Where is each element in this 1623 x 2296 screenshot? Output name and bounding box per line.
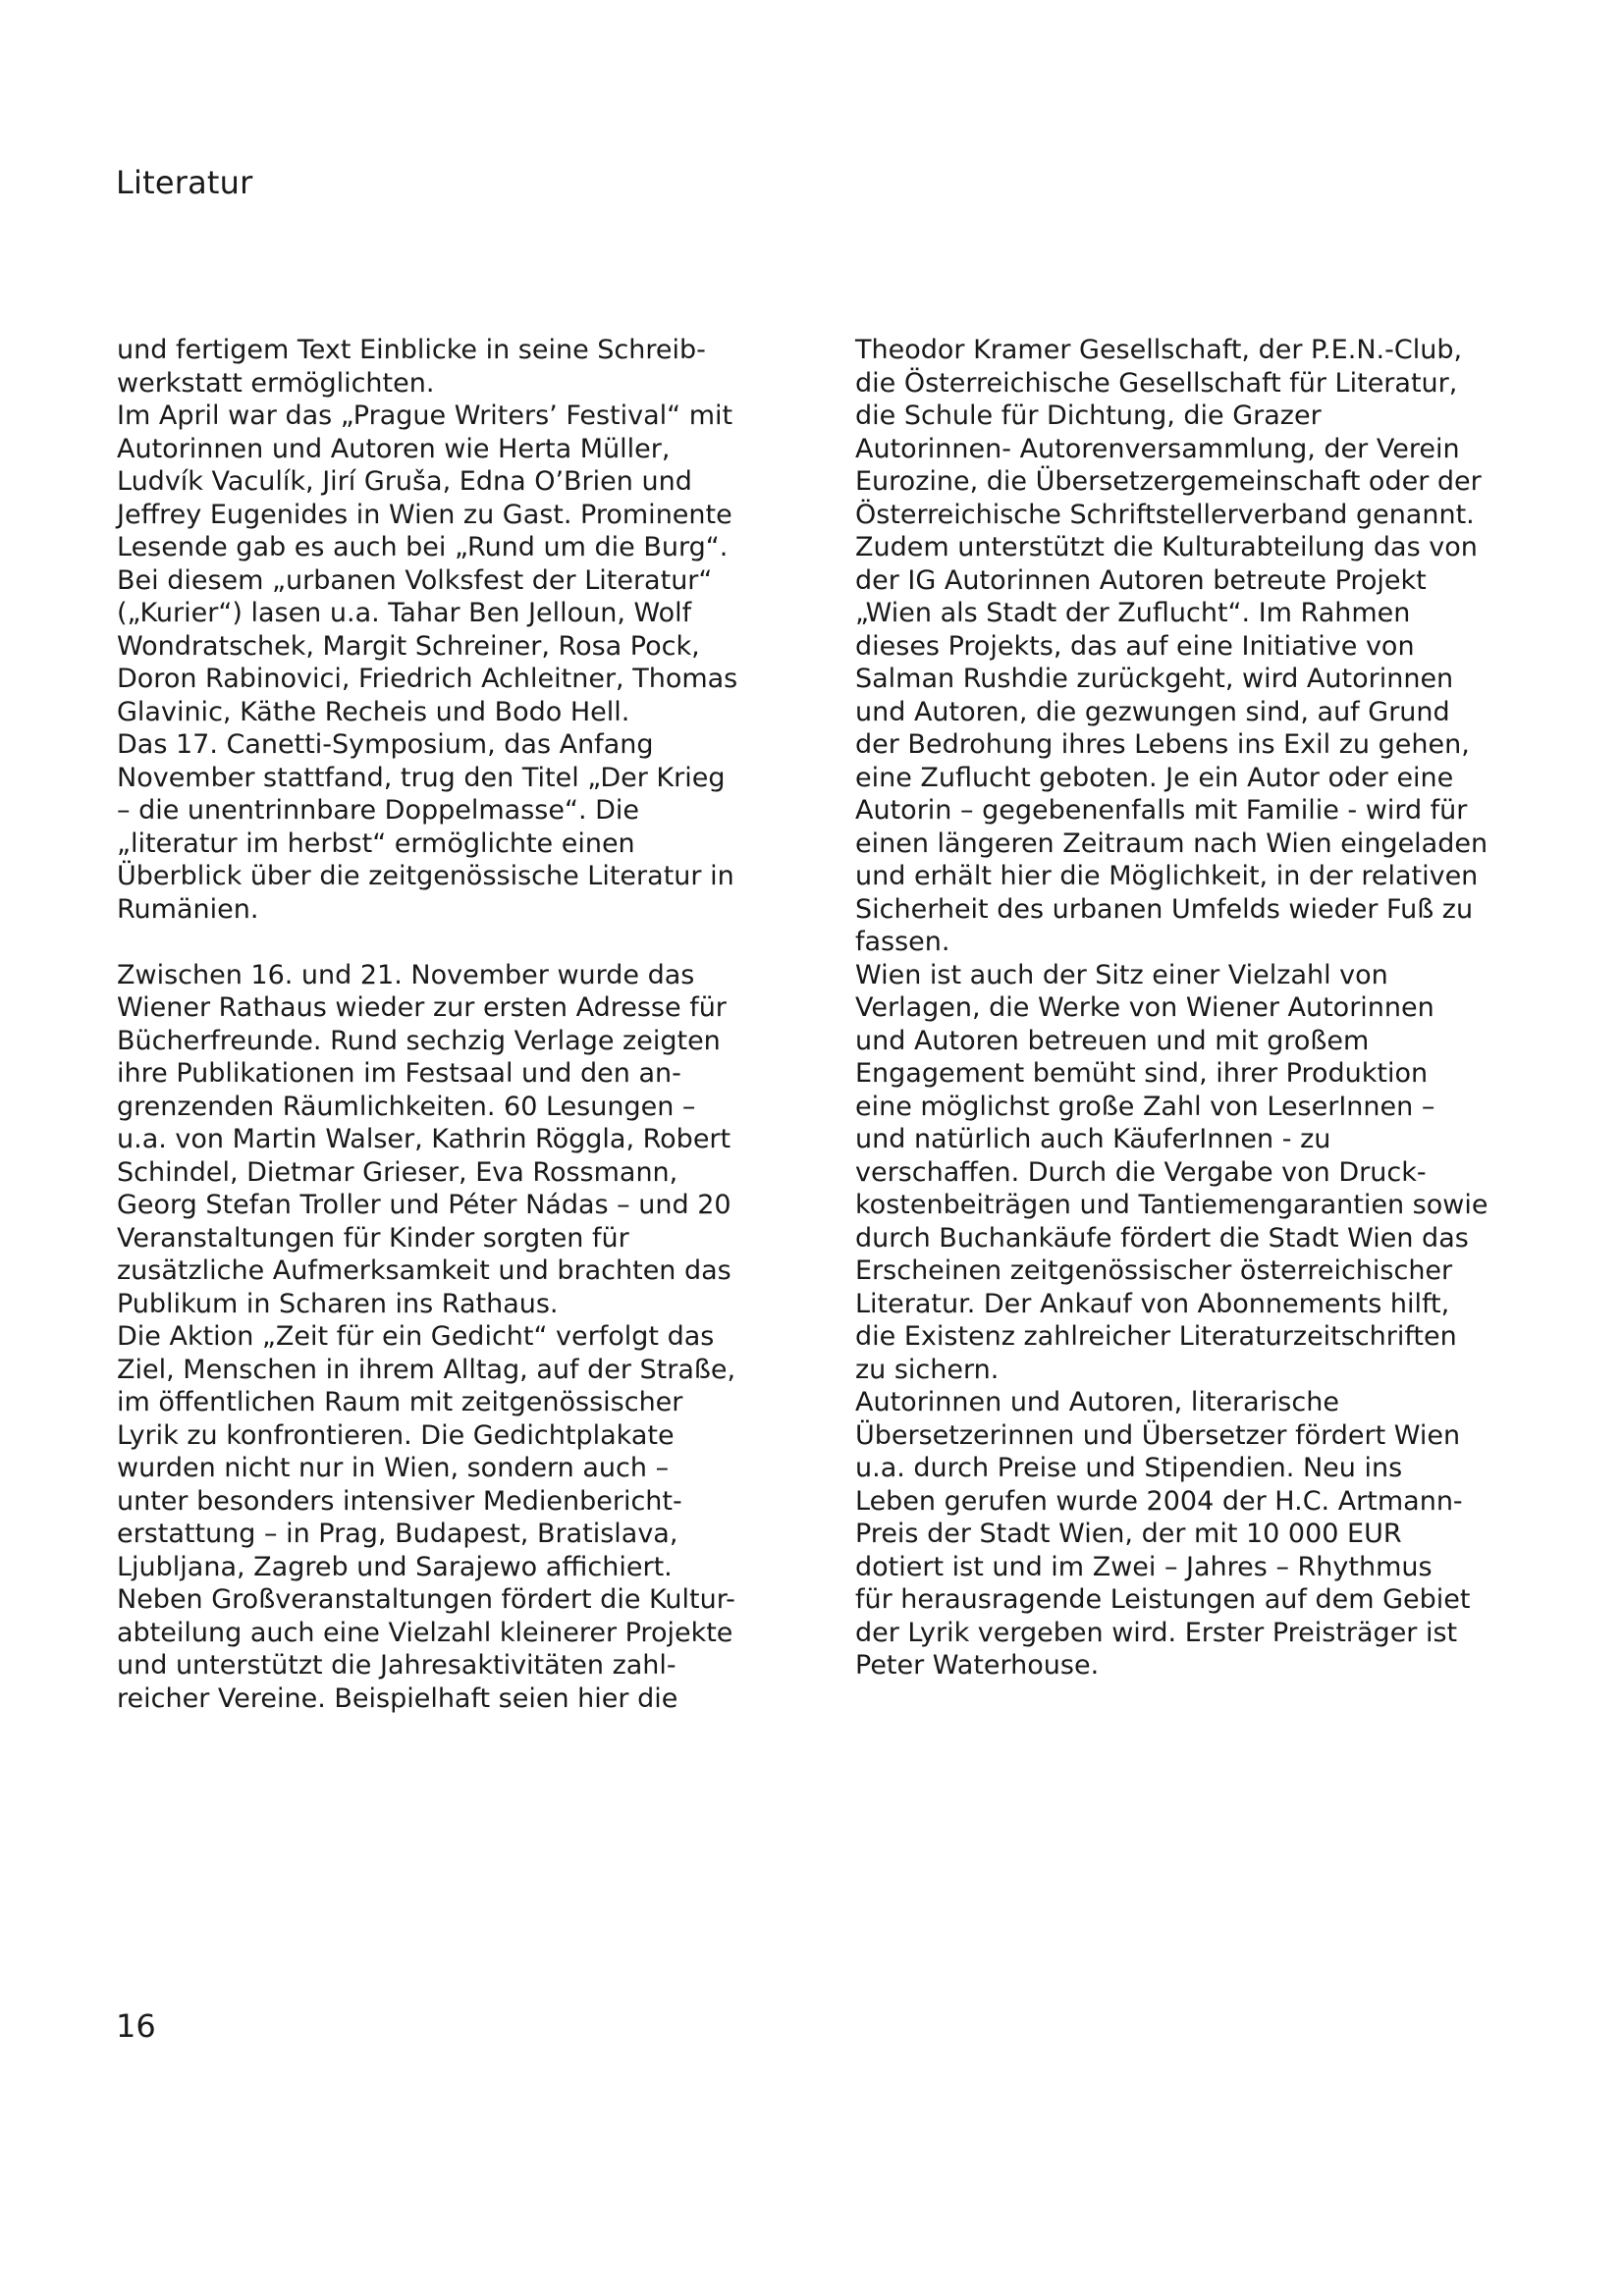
text-line: dieses Projekts, das auf eine Initiative von bbox=[855, 630, 1415, 662]
text-line: und fertigem Text Einblicke in seine Schreib- bbox=[117, 335, 706, 365]
paragraph bbox=[117, 334, 784, 400]
paragraph bbox=[855, 531, 1523, 959]
text-line: die Schule für Dichtung, die Grazer bbox=[855, 400, 1322, 431]
text-line: Schindel, Dietmar Grieser, Eva Rossmann, bbox=[117, 1156, 678, 1188]
text-line: „literatur im herbst“ ermöglichte einen bbox=[117, 828, 635, 859]
text-line: Wien ist auch der Sitz einer Vielzahl von bbox=[855, 959, 1388, 990]
text-line: Autorinnen- Autorenversammlung, der Verein bbox=[855, 433, 1460, 464]
text-line: Wondratschek, Margit Schreiner, Rosa Pock, bbox=[117, 630, 700, 662]
text-line: eine Zuflucht geboten. Je ein Autor oder eine bbox=[855, 762, 1454, 793]
text-line: für herausragende Leistungen auf dem Gebiet bbox=[855, 1584, 1471, 1615]
text-line: einen längeren Zeitraum nach Wien eingeladen bbox=[855, 828, 1488, 859]
text-line: u.a. von Martin Walser, Kathrin Röggla, Robert bbox=[117, 1124, 731, 1154]
text-line: reicher Vereine. Beispielhaft seien hier die bbox=[117, 1682, 678, 1714]
text-line: Wiener Rathaus wieder zur ersten Adresse für bbox=[117, 992, 727, 1023]
paragraph bbox=[117, 400, 784, 728]
text-line: und erhält hier die Möglichkeit, in der relativen bbox=[855, 861, 1479, 891]
text-line: werkstatt ermöglichten. bbox=[117, 367, 435, 399]
left-text-column bbox=[117, 334, 784, 1715]
paragraph bbox=[117, 959, 784, 1321]
text-line: abteilung auch eine Vielzahl kleinerer Projekte bbox=[117, 1617, 733, 1648]
text-line: Autorinnen und Autoren wie Herta Müller, bbox=[117, 433, 671, 464]
text-line: Peter Waterhouse. bbox=[855, 1650, 1100, 1681]
text-line: Publikum in Scharen ins Rathaus. bbox=[117, 1288, 559, 1319]
text-line: im öffentlichen Raum mit zeitgenössischer bbox=[117, 1387, 683, 1417]
text-line: grenzenden Räumlichkeiten. 60 Lesungen – bbox=[117, 1091, 696, 1122]
text-line: wurden nicht nur in Wien, sondern auch – bbox=[117, 1453, 670, 1483]
text-line: Georg Stefan Troller und Péter Nádas – und 20 bbox=[117, 1190, 731, 1220]
paragraph-gap bbox=[117, 926, 784, 959]
paragraph bbox=[855, 1386, 1523, 1682]
text-line: („Kurier“) lasen u.a. Tahar Ben Jelloun, Wolf bbox=[117, 598, 692, 628]
text-line: und natürlich auch KäuferInnen - zu bbox=[855, 1124, 1331, 1154]
text-line: Autorin – gegebenenfalls mit Familie - wird für bbox=[855, 795, 1468, 826]
text-line: Engagement bemüht sind, ihrer Produktion bbox=[855, 1058, 1429, 1089]
text-line: Bücherfreunde. Rund sechzig Verlage zeigten bbox=[117, 1025, 721, 1056]
text-line: zu sichern. bbox=[855, 1354, 1000, 1385]
text-line: Im April war das „Prague Writers’ Festival“ mit bbox=[117, 400, 733, 431]
text-line: verschaffen. Durch die Vergabe von Druck- bbox=[855, 1156, 1427, 1188]
text-line: unter besonders intensiver Medienbericht- bbox=[117, 1485, 682, 1517]
text-line: kostenbeiträgen und Tantiemengarantien sowie bbox=[855, 1190, 1488, 1220]
text-line: Jeffrey Eugenides in Wien zu Gast. Prominente bbox=[117, 499, 732, 530]
text-line: ihre Publikationen im Festsaal und den an- bbox=[117, 1058, 681, 1089]
text-line: Das 17. Canetti-Symposium, das Anfang bbox=[117, 729, 654, 760]
text-line: und Autoren, die gezwungen sind, auf Grund bbox=[855, 696, 1450, 727]
text-line: durch Buchankäufe fördert die Stadt Wien das bbox=[855, 1222, 1469, 1254]
text-line: und unterstützt die Jahresaktivitäten zahl- bbox=[117, 1650, 676, 1681]
paragraph bbox=[117, 1583, 784, 1715]
text-line: „Wien als Stadt der Zuflucht“. Im Rahmen bbox=[855, 598, 1411, 628]
text-line: Die Aktion „Zeit für ein Gedicht“ verfolgt das bbox=[117, 1321, 715, 1352]
text-line: Neben Großveranstaltungen fördert die Kultur- bbox=[117, 1584, 735, 1615]
text-line: u.a. durch Preise und Stipendien. Neu ins bbox=[855, 1453, 1403, 1483]
text-line: Eurozine, die Übersetzergemeinschaft oder der bbox=[855, 466, 1482, 497]
page-number: 16 bbox=[116, 2007, 156, 2045]
text-line: die Existenz zahlreicher Literaturzeitschriften bbox=[855, 1321, 1457, 1352]
text-line: Ziel, Menschen in ihrem Alltag, auf der Straße, bbox=[117, 1354, 736, 1385]
text-line: Lyrik zu konfrontieren. Die Gedichtplakate bbox=[117, 1419, 675, 1451]
text-line: Übersetzerinnen und Übersetzer fördert Wien bbox=[855, 1419, 1461, 1451]
text-line: und Autoren betreuen und mit großem bbox=[855, 1025, 1370, 1056]
right-text-column bbox=[855, 334, 1523, 1682]
running-head-title: Literatur bbox=[116, 164, 253, 201]
text-line: fassen. bbox=[855, 927, 950, 957]
text-line: Bei diesem „urbanen Volksfest der Literatur“ bbox=[117, 564, 713, 596]
paragraph bbox=[855, 334, 1523, 531]
text-line: November stattfand, trug den Titel „Der Krieg bbox=[117, 762, 726, 793]
text-line: Sicherheit des urbanen Umfelds wieder Fuß zu bbox=[855, 893, 1474, 925]
paragraph bbox=[855, 959, 1523, 1387]
paragraph bbox=[117, 1320, 784, 1583]
text-line: Zwischen 16. und 21. November wurde das bbox=[117, 959, 695, 990]
text-line: Zudem unterstützt die Kulturabteilung das von bbox=[855, 532, 1478, 562]
text-line: – die unentrinnbare Doppelmasse“. Die bbox=[117, 795, 640, 826]
text-line: der Lyrik vergeben wird. Erster Preisträger ist bbox=[855, 1617, 1458, 1648]
text-line: Literatur. Der Ankauf von Abonnements hilft, bbox=[855, 1288, 1450, 1319]
text-line: der Bedrohung ihres Lebens ins Exil zu gehen, bbox=[855, 729, 1470, 760]
text-line: eine möglichst große Zahl von LeserInnen – bbox=[855, 1091, 1435, 1122]
text-line: Rumänien. bbox=[117, 893, 259, 925]
text-line: Doron Rabinovici, Friedrich Achleitner, Thomas bbox=[117, 664, 738, 694]
text-line: Autorinnen und Autoren, literarische bbox=[855, 1387, 1339, 1417]
text-line: Leben gerufen wurde 2004 der H.C. Artmann- bbox=[855, 1485, 1463, 1517]
text-line: Theodor Kramer Gesellschaft, der P.E.N.-Club, bbox=[855, 335, 1463, 365]
text-line: Ljubljana, Zagreb und Sarajewo affichiert. bbox=[117, 1551, 673, 1582]
text-line: Glavinic, Käthe Recheis und Bodo Hell. bbox=[117, 696, 630, 727]
paragraph bbox=[117, 728, 784, 926]
text-line: zusätzliche Aufmerksamkeit und brachten das bbox=[117, 1255, 731, 1286]
text-line: Salman Rushdie zurückgeht, wird Autorinnen bbox=[855, 664, 1454, 694]
text-line: Lesende gab es auch bei „Rund um die Burg“. bbox=[117, 532, 729, 562]
text-line: Veranstaltungen für Kinder sorgten für bbox=[117, 1222, 629, 1254]
text-line: der IG Autorinnen Autoren betreute Projekt bbox=[855, 564, 1427, 596]
text-line: Ludvík Vaculík, Jirí Gruša, Edna O’Brien und bbox=[117, 466, 692, 497]
text-line: die Österreichische Gesellschaft für Literatur, bbox=[855, 367, 1458, 399]
text-line: erstattung – in Prag, Budapest, Bratislava, bbox=[117, 1519, 678, 1549]
text-line: Erscheinen zeitgenössischer österreichischer bbox=[855, 1255, 1453, 1286]
text-line: dotiert ist und im Zwei – Jahres – Rhythmus bbox=[855, 1551, 1433, 1582]
text-line: Österreichische Schriftstellerverband genannt. bbox=[855, 499, 1475, 530]
text-line: Überblick über die zeitgenössische Literatur in bbox=[117, 861, 734, 891]
text-line: Preis der Stadt Wien, der mit 10 000 EUR bbox=[855, 1519, 1402, 1549]
text-line: Verlagen, die Werke von Wiener Autorinnen bbox=[855, 992, 1434, 1023]
